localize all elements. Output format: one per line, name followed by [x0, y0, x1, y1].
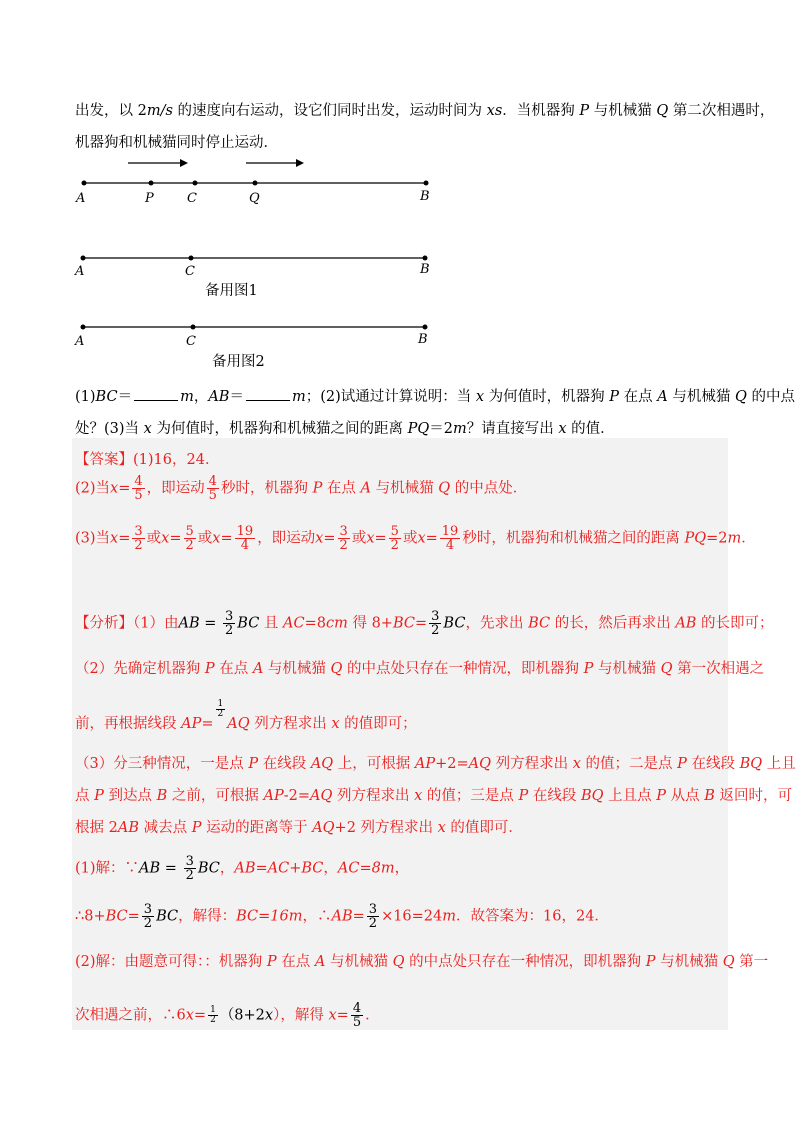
solution-line-4: 次相遇之前，∴6x= $\frac{1}{2}$ （8+2x），解得 x= $\frac{4}{5}$ ． [75, 1001, 380, 1030]
label-C: C [187, 191, 197, 206]
label-B: B [418, 332, 428, 347]
label-A: A [75, 264, 85, 279]
analysis-line-5: 点 P 到达点 B 之前，可根据 AP-2=AQ 列方程求出 x 的值；三是点 P 在线段 BQ 上且点 P 从点 B 返回时，可 [75, 788, 792, 804]
analysis-line-1: 【分析】（1）由AB = $\frac{3}{2}$ BC 且 AC=8cm 得 8+BC= $\frac{3}{2}$ BC，先求出 BC 的长，然后再求出 AB 的长即可； [75, 609, 774, 638]
label-P: P [145, 191, 154, 206]
diagram-backup-2 [70, 317, 440, 337]
solution-line-2: ∴8+BC= $\frac{3}{2}$ BC，解得：BC=16m，∴AB= $\frac{3}{2}$ ×16=24m．故答案为：16，24． [75, 902, 609, 931]
problem-line-1: 出发，以 2m/s 的速度向右运动，设它们同时出发，运动时间为 xs．当机器狗 P 与机械猫 Q 第二次相遇时， [75, 103, 775, 119]
label-C: C [185, 264, 195, 279]
label-B: B [420, 262, 430, 277]
analysis-line-3: 前，再根据线段 AP= $\frac{1}{2}$ AQ 列方程求出 x 的值即可； [75, 699, 417, 732]
answer-tag: 【答案】 [75, 452, 133, 468]
answer-line-2: (2)当x= $\frac{4}{5}$ ，即运动 $\frac{4}{5}$ 秒时，机器狗 P 在点 A 与机械猫 Q 的中点处． [75, 474, 528, 503]
question-line-1: (1)BC＝ m，AB＝ m；(2)试通过计算说明：当 x 为何值时，机器狗 P 在点 A 与机械猫 Q 的中点 [75, 389, 795, 405]
problem-line-2: 机器狗和机械猫同时停止运动． [75, 135, 278, 151]
diagram-backup-1 [70, 248, 440, 268]
answer-line-3: (3)当x= $\frac{3}{2}$ 或x= $\frac{5}{2}$ 或x= $\frac{19}{4}$ ，即运动x= $\frac{3}{2}$ 或x= $\frac{5}{2}$ 或x= $\frac{19}{4}$ 秒时，机器狗和机械猫之间的距离 PQ=2m． [75, 524, 756, 553]
solution-line-1: (1)解：∵AB = $\frac{3}{2}$ BC，AB=AC+BC，AC=8m， [75, 854, 410, 883]
answer-line-1: 【答案】(1)16，24． [75, 452, 220, 468]
caption-backup-2: 备用图2 [212, 354, 265, 370]
question-line-2: 处？(3)当 x 为何值时，机器狗和机械猫之间的距离 PQ＝2m？请直接写出 x 的值． [75, 421, 615, 437]
analysis-tag: 【分析】 [75, 615, 133, 632]
analysis-line-4: （3）分三种情况，一是点 P 在线段 AQ 上，可根据 AP+2=AQ 列方程求出 x 的值；二是点 P 在线段 BQ 上且 [75, 756, 796, 772]
analysis-line-2: （2）先确定机器狗 P 在点 A 与机械猫 Q 的中点处只存在一种情况，即机器狗 P 与机械猫 Q 第一次相遇之 [75, 661, 765, 677]
label-A: A [75, 334, 85, 349]
label-C: C [186, 334, 196, 349]
label-Q: Q [249, 191, 260, 206]
solution-line-3: (2)解：由题意可得：：机器狗 P 在点 A 与机械猫 Q 的中点处只存在一种情况，即机器狗 P 与机械猫 Q 第一 [75, 954, 769, 970]
analysis-line-6: 根据 2AB 减去点 P 运动的距离等于 AQ+2 列方程求出 x 的值即可． [75, 820, 523, 836]
label-A: A [76, 191, 86, 206]
label-B: B [420, 189, 430, 204]
caption-backup-1: 备用图1 [205, 283, 258, 299]
